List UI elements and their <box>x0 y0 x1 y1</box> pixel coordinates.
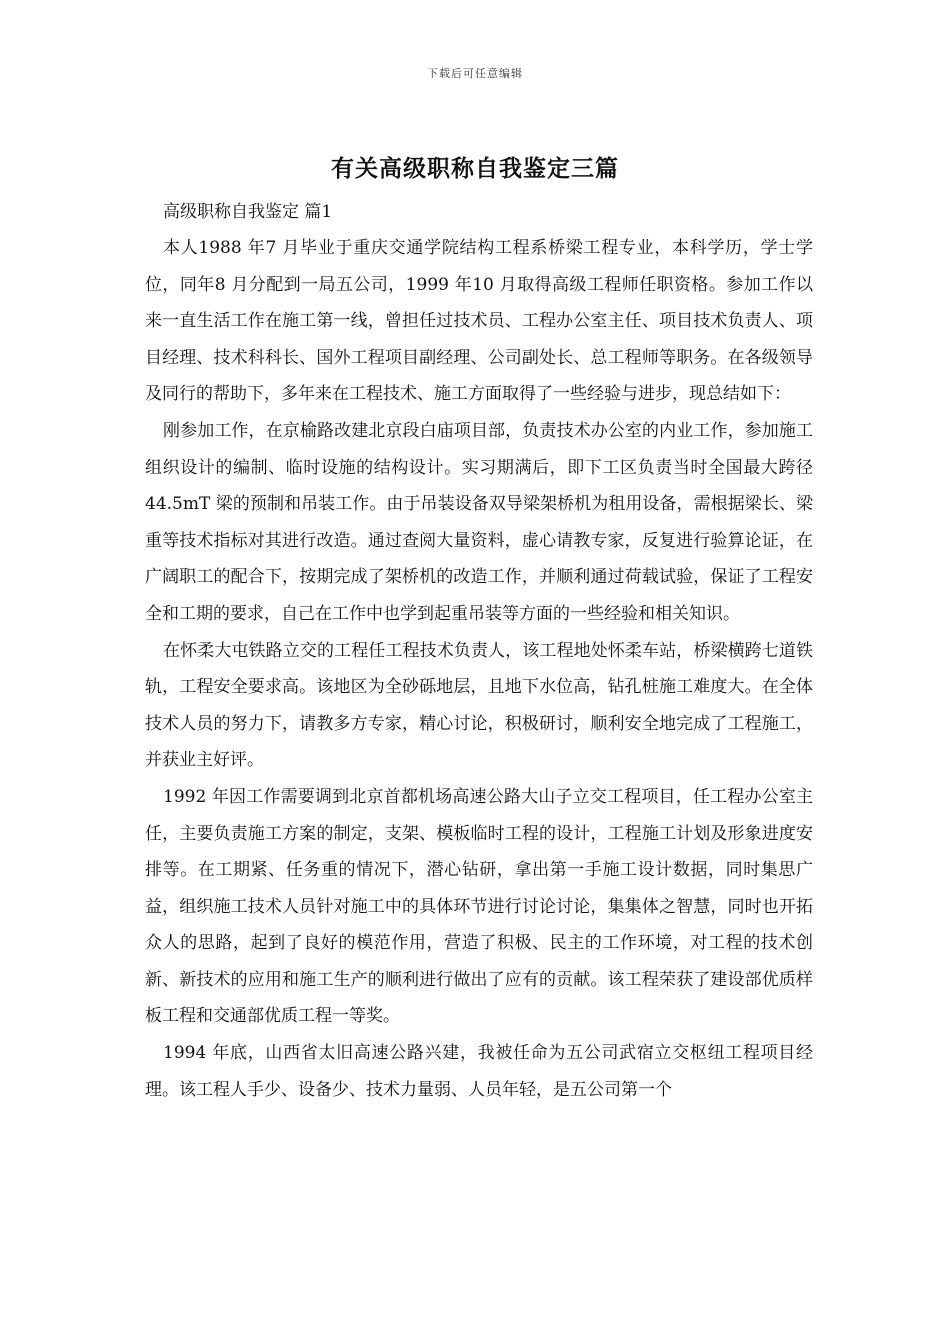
header-note: 下载后可任意编辑 <box>427 67 523 80</box>
document-body <box>145 194 813 1108</box>
paragraph: 本人1988 年7 月毕业于重庆交通学院结构工程系桥梁工程专业，本科学历，学士学位，同年8 月分配到一局五公司，1999 年10 月取得高级工程师任职资格。参加工作以来一直生活工作在施工第一线，曾担任过技术员、工程办公室主任、项目技术负责人、项目经理、技术科科长、国外工程项目副经理、公司副处长、总工程师等职务。在各级领导及同行的帮助下，多年来在工程技术、施工方面取得了一些经验与进步，现总结如下： <box>145 238 813 405</box>
section-heading: 高级职称自我鉴定 篇1 <box>163 202 333 222</box>
paragraph: 1992 年因工作需要调到北京首都机场高速公路大山子立交工程项目，任工程办公室主任，主要负责施工方案的制定，支架、模板临时工程的设计，工程施工计划及形象进度安排等。在工期紧、任务重的情况下，潜心钻研，拿出第一手施工设计数据，同时集思广益，组织施工技术人员针对施工中的具体环节进行讨论讨论，集集体之智慧，同时也开拓众人的思路，起到了良好的模范作用，营造了积极、民主的工作环境，对工程的技术创新、新技术的应用和施工生产的顺利进行做出了应有的贡献。该工程荣获了建设部优质样板工程和交通部优质工程一等奖。 <box>145 786 813 1027</box>
document-title: 有关高级职称自我鉴定三篇 <box>331 155 619 182</box>
paragraph: 1994 年底，山西省太旧高速公路兴建，我被任命为五公司武宿立交枢纽工程项目经理。该工程人手少、设备少、技术力量弱、人员年轻，是五公司第一个 <box>145 1043 813 1100</box>
paragraph: 在怀柔大屯铁路立交的工程任工程技术负责人，该工程地处怀柔车站，桥梁横跨七道铁轨，工程安全要求高。该地区为全砂砾地层，且地下水位高，钻孔桩施工难度大。在全体技术人员的努力下，请教多方专家，精心讨论，积极研讨，顺利安全地完成了工程施工，并获业主好评。 <box>145 640 813 771</box>
paragraph: 刚参加工作，在京榆路改建北京段白庙项目部，负责技术办公室的内业工作，参加施工组织设计的编制、临时设施的结构设计。实习期满后，即下工区负责当时全国最大跨径44.5mT 梁的预制和吊装工作。由于吊装设备双导梁架桥机为租用设备，需根据梁长、梁重等技术指标对其进行改造。通过查阅大量资料，虚心请教专家，反复进行验算论证，在广阔职工的配合下，按期完成了架桥机的改造工作，并顺利通过荷载试验，保证了工程安全和工期的要求，自己在工作中也学到起重吊装等方面的一些经验和相关知识。 <box>145 420 813 624</box>
